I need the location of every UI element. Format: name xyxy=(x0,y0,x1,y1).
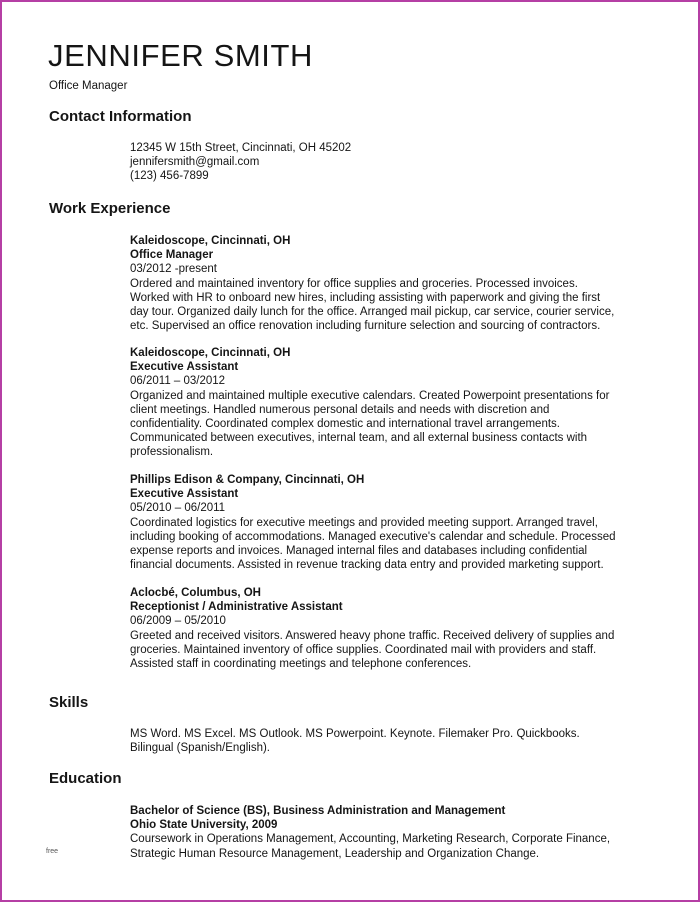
job-dates: 06/2009 – 05/2010 xyxy=(130,615,226,628)
job-company: Aclocbé, Columbus, OH xyxy=(130,587,261,599)
job-desc-line: confidentiality. Coordinated complex domestic and international travel arrangements. xyxy=(130,418,560,431)
education-details xyxy=(130,804,660,861)
education-heading: Education xyxy=(49,770,122,787)
skills-line: Bilingual (Spanish/English). xyxy=(130,742,270,755)
skills-heading: Skills xyxy=(49,694,89,711)
job-desc-line: Communicated between executives, internal team, and all external business contacts with xyxy=(130,432,588,445)
job-desc-line: etc. Supervised an office renovation including furniture selection and sourcing of contractors. xyxy=(130,320,601,333)
job-title: Executive Assistant xyxy=(130,488,239,501)
job-entry xyxy=(130,346,660,460)
education-degree: Bachelor of Science (BS), Business Administration and Management xyxy=(130,805,506,817)
job-dates: 06/2011 – 03/2012 xyxy=(130,375,226,388)
job-desc-line: client meetings. Handled numerous personal details and needs with discretion and xyxy=(130,403,550,416)
job-desc-line: Coordinated logistics for executive meetings and provided meeting support. Arranged travel, xyxy=(130,516,598,529)
job-entry xyxy=(130,586,660,671)
job-desc-line: groceries. Maintained inventory of office supplies. Coordinated mail with providers and staff. xyxy=(130,643,597,656)
candidate-name: JENNIFER SMITH xyxy=(48,38,314,73)
job-desc-line: Worked with HR to onboard new hires, including assisting with paperwork and giving the first xyxy=(130,291,601,304)
education-coursework-line: Coursework in Operations Management, Accounting, Marketing Research, Corporate Finance, xyxy=(130,833,611,846)
skills-list xyxy=(130,727,660,755)
education-coursework-line: Strategic Human Resource Management, Leadership and Organization Change. xyxy=(130,847,540,860)
job-desc-line: Organized and maintained multiple executive calendars. Created Powerpoint presentations for xyxy=(130,389,610,402)
contact-email: jennifersmith@gmail.com xyxy=(130,156,260,169)
job-dates: 03/2012 -present xyxy=(130,263,217,276)
contact-heading: Contact Information xyxy=(49,108,192,125)
job-company: Phillips Edison & Company, Cincinnati, OH xyxy=(130,474,365,486)
job-desc-line: day tour. Organized daily lunch for the office. Arranged mail pickup, car service, courier service, xyxy=(130,306,615,319)
contact-phone: (123) 456-7899 xyxy=(130,170,209,183)
job-entry xyxy=(130,473,660,572)
job-title: Receptionist / Administrative Assistant xyxy=(130,601,343,614)
job-desc-line: including booking of accommodations. Managed executive's calendar and schedule. Processed xyxy=(130,530,616,543)
skills-line: MS Word. MS Excel. MS Outlook. MS Powerpoint. Keynote. Filemaker Pro. Quickbooks. xyxy=(130,728,580,740)
job-dates: 05/2010 – 06/2011 xyxy=(130,502,226,515)
job-desc-line: Ordered and maintained inventory for office supplies and groceries. Processed invoices. xyxy=(130,277,578,290)
job-title: Executive Assistant xyxy=(130,361,239,374)
job-company: Kaleidoscope, Cincinnati, OH xyxy=(130,235,291,247)
contact-details xyxy=(130,141,660,184)
job-title: Office Manager xyxy=(130,249,214,262)
contact-address: 12345 W 15th Street, Cincinnati, OH 45202 xyxy=(130,142,352,154)
job-desc-line: Assisted staff in coordinating meetings and telephone conferences. xyxy=(130,658,472,671)
job-desc-line: expense reports and invoices. Managed internal files and databases including confidential xyxy=(130,545,588,558)
job-entry xyxy=(130,234,660,333)
job-desc-line: Greeted and received visitors. Answered heavy phone traffic. Received delivery of supplies and xyxy=(130,629,615,642)
education-school: Ohio State University, 2009 xyxy=(130,819,278,832)
job-company: Kaleidoscope, Cincinnati, OH xyxy=(130,347,291,359)
job-desc-line: financial documents. Assisted in revenue tracking data entry and provided marketing support. xyxy=(130,559,604,572)
candidate-role: Office Manager xyxy=(49,80,128,92)
footer-note: free xyxy=(46,848,59,855)
work-heading: Work Experience xyxy=(49,200,171,217)
job-desc-line: professionalism. xyxy=(130,446,214,459)
